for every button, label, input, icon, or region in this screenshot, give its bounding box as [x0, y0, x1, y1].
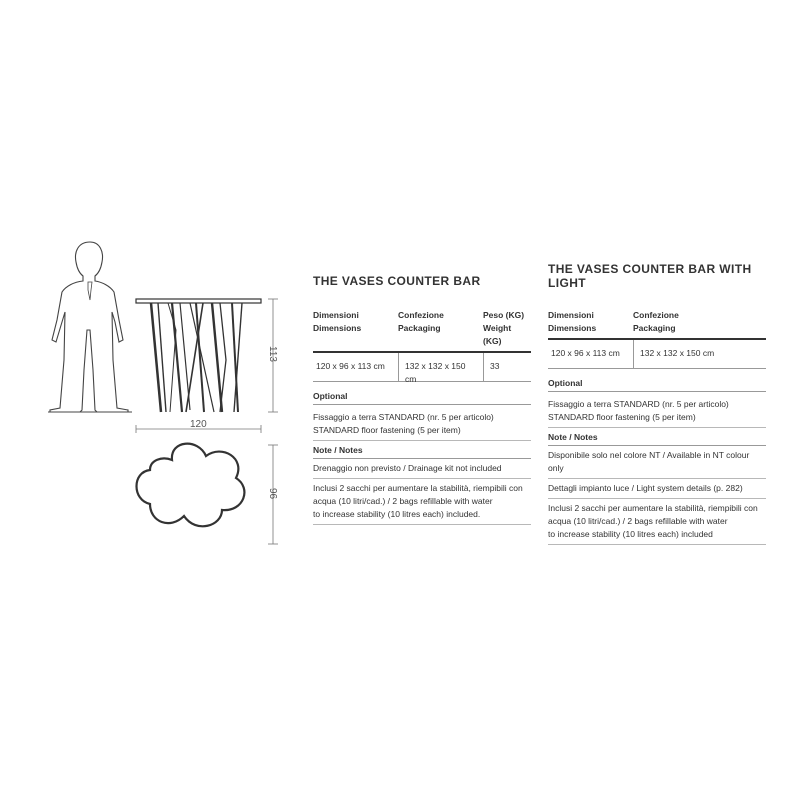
notes-title: Note / Notes — [548, 428, 766, 446]
technical-drawing — [0, 0, 300, 800]
product-title: THE VASES COUNTER BAR — [313, 274, 481, 288]
depth-label: 96 — [267, 488, 278, 500]
header-packaging: Confezione Packaging — [398, 310, 444, 333]
spec-values-row — [548, 340, 766, 369]
note-item: Inclusi 2 sacchi per aumentare la stabilità, riempibili con acqua (10 litri/cad.) / 2 bags refillable with water to increase stability (10 litres each) included. — [313, 479, 531, 525]
optional-text: Fissaggio a terra STANDARD (nr. 5 per articolo) STANDARD floor fastening (5 per item) — [313, 405, 531, 441]
value-weight: 33 — [483, 353, 531, 381]
optional-text: Fissaggio a terra STANDARD (nr. 5 per articolo) STANDARD floor fastening (5 per item) — [548, 392, 766, 428]
height-label: 113 — [267, 346, 278, 362]
note-item: Disponibile solo nel colore NT / Available in NT colour only — [548, 446, 766, 479]
spec-header-row — [548, 306, 766, 340]
value-dimensions: 120 x 96 x 113 cm — [316, 361, 385, 371]
header-dimensions: Dimensioni Dimensions — [313, 310, 362, 333]
spec-values-row — [313, 353, 531, 382]
spec-counter-bar-light — [548, 262, 766, 545]
header-packaging: Confezione Packaging — [633, 310, 679, 333]
spec-counter-bar — [313, 274, 531, 525]
value-packaging: 132 x 132 x 150 cm — [398, 353, 483, 381]
optional-title: Optional — [313, 386, 531, 405]
value-packaging: 132 x 132 x 150 cm — [633, 340, 766, 368]
width-label: 120 — [190, 419, 207, 430]
optional-title: Optional — [548, 373, 766, 392]
table-elevation — [136, 299, 261, 412]
note-item: Drenaggio non previsto / Drainage kit not included — [313, 459, 531, 479]
note-item: Inclusi 2 sacchi per aumentare la stabilità, riempibili con acqua (10 litri/cad.) / 2 bags refillable with water to increase stability (10 litres each) included — [548, 499, 766, 545]
value-dimensions: 120 x 96 x 113 cm — [551, 348, 620, 358]
header-weight: Peso (KG) Weight (KG) — [483, 310, 525, 346]
spec-header-row — [313, 306, 531, 353]
table-top-view — [137, 444, 245, 527]
human-silhouette — [50, 242, 128, 412]
notes-title: Note / Notes — [313, 441, 531, 459]
note-item: Dettagli impianto luce / Light system details (p. 282) — [548, 479, 766, 499]
header-dimensions: Dimensioni Dimensions — [548, 310, 597, 333]
product-title: THE VASES COUNTER BAR WITH LIGHT — [548, 262, 752, 290]
